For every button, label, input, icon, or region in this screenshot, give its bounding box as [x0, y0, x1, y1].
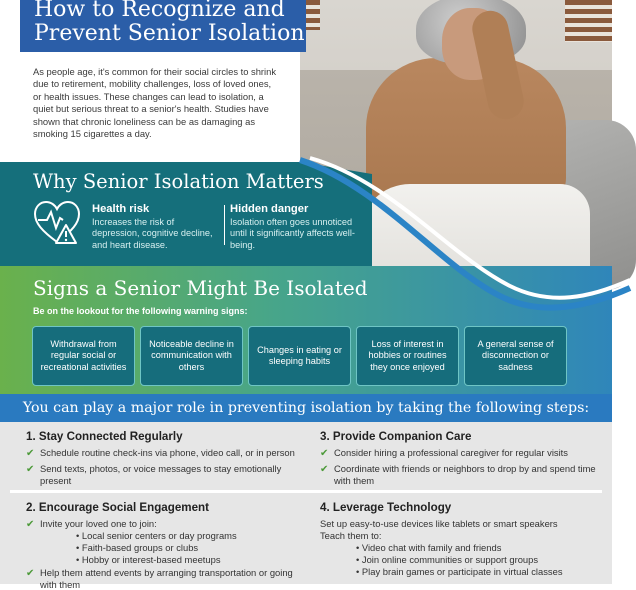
step-3-item: [320, 463, 602, 486]
step-4-bullet: • Join online communities or support groups: [356, 554, 539, 565]
step-item-text: Invite your loved one to join:: [40, 518, 157, 529]
bullet-text: Faith-based groups or clubs: [81, 542, 199, 553]
step-item-text: Coordinate with friends or neighbors to drop by and spend time with them: [334, 463, 596, 486]
why-item-text: Increases the risk of depression, cognitive decline, and heart disease.: [92, 217, 213, 250]
step-1-item: [26, 463, 308, 486]
why-item-health-risk: [92, 203, 222, 251]
title-line-1: How to Recognize and: [34, 0, 285, 22]
check-icon: ✔: [26, 464, 35, 475]
step-2-bullet: • Faith-based groups or clubs: [76, 542, 199, 553]
step-4-lead: Teach them to:: [320, 530, 382, 541]
steps-banner: You can play a major role in preventing isolation by taking the following steps:: [0, 394, 612, 422]
step-2-bullet: • Hobby or interest-based meetups: [76, 554, 221, 565]
signs-section-title: Signs a Senior Might Be Isolated: [33, 276, 368, 300]
step-2-lead: [26, 518, 308, 530]
step-4-bullet: • Video chat with family and friends: [356, 542, 502, 553]
page-title: [20, 0, 306, 52]
warning-sign-card: Changes in eating or sleeping habits: [248, 326, 351, 386]
step-1-item: [26, 447, 308, 459]
bullet-text: Play brain games or participate in virtual classes: [361, 566, 563, 577]
why-item-text: Isolation often goes unnoticed until it significantly affects well-being.: [230, 217, 355, 250]
why-item-heading: Hidden danger: [230, 203, 309, 215]
step-item-text: Send texts, photos, or voice messages to stay emotionally present: [40, 463, 282, 486]
step-item-text: Schedule routine check-ins via phone, video call, or in person: [40, 447, 295, 458]
warning-sign-card: Noticeable decline in communication with others: [140, 326, 243, 386]
bullet-text: Hobby or interest-based meetups: [81, 554, 221, 565]
step-4-lead: Set up easy-to-use devices like tablets or smart speakers: [320, 518, 558, 529]
step-3-title: 3. Provide Companion Care: [320, 430, 472, 443]
why-item-heading: Health risk: [92, 203, 150, 215]
check-icon: ✔: [26, 519, 35, 530]
why-divider: [224, 205, 225, 245]
step-4-title: 4. Leverage Technology: [320, 501, 452, 514]
step-3-item: [320, 447, 602, 459]
check-icon: ✔: [26, 568, 35, 579]
step-2-title: 2. Encourage Social Engagement: [26, 501, 209, 514]
check-icon: ✔: [26, 448, 35, 459]
check-icon: ✔: [320, 448, 329, 459]
step-2-bullet: • Local senior centers or day programs: [76, 530, 237, 541]
step-2-tail: [26, 567, 308, 590]
steps-divider: [10, 490, 602, 493]
step-1-title: 1. Stay Connected Regularly: [26, 430, 183, 443]
heart-warning-icon: [32, 198, 82, 248]
step-item-text: Help them attend events by arranging transportation or going with them: [40, 567, 293, 590]
step-item-text: Consider hiring a professional caregiver for regular visits: [334, 447, 568, 458]
step-4-bullet: • Play brain games or participate in virtual classes: [356, 566, 563, 577]
why-section-title: Why Senior Isolation Matters: [33, 170, 324, 193]
check-icon: ✔: [320, 464, 329, 475]
bullet-text: Video chat with family and friends: [361, 542, 502, 553]
bullet-text: Join online communities or support groups: [361, 554, 539, 565]
warning-sign-card: Loss of interest in hobbies or routines they once enjoyed: [356, 326, 459, 386]
decorative-swoosh: [300, 156, 630, 326]
warning-sign-card: Withdrawal from regular social or recreational activities: [32, 326, 135, 386]
window-blinds-right: [565, 0, 612, 42]
signs-section-subtitle: Be on the lookout for the following warning signs:: [33, 306, 248, 316]
bullet-text: Local senior centers or day programs: [81, 530, 237, 541]
title-line-2: Prevent Senior Isolation: [34, 21, 305, 46]
intro-paragraph: As people age, it's common for their social circles to shrink due to retirement, mobility challenges, loss of loved ones, or health issues. These changes can lead to isolation, a quiet but serious threat to a senior's health. Studies have shown that chronic loneliness can be as damaging as smoking 15 cigarettes a day.: [33, 66, 277, 140]
warning-sign-card: A general sense of disconnection or sadness: [464, 326, 567, 386]
